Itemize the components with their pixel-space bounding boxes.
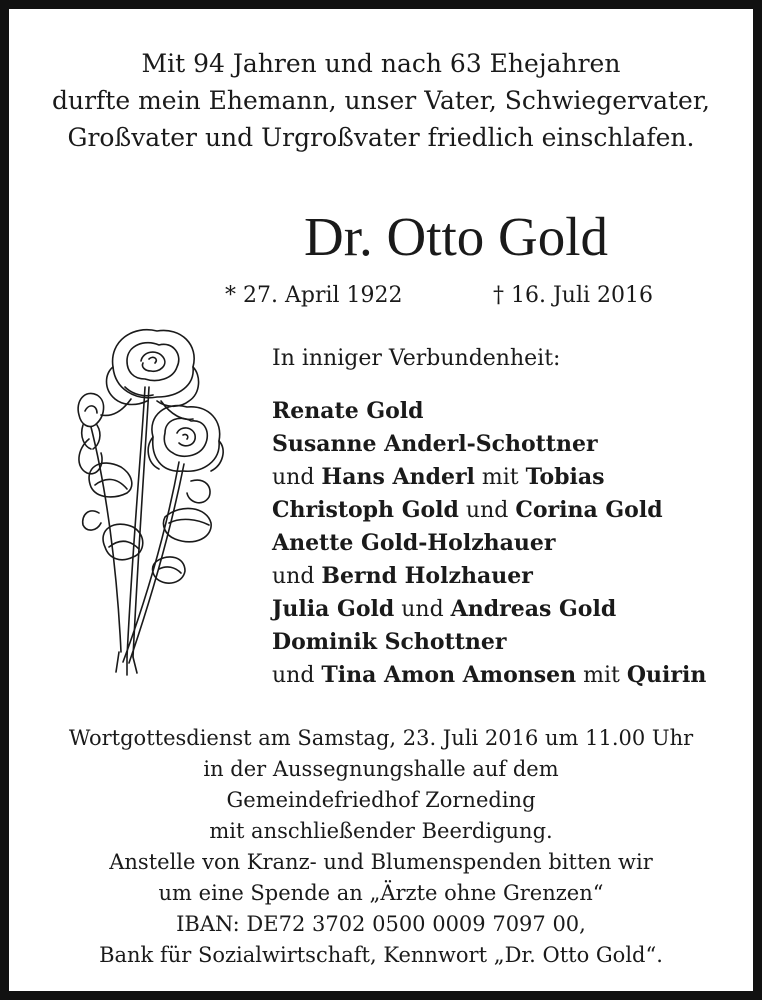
service-line: Wortgottesdienst am Samstag, 23. Juli 2016 um 11.00 Uhr [68, 726, 694, 750]
family-line [272, 626, 752, 659]
intro-line: Mit 94 Jahren und nach 63 Ehejahren [141, 49, 621, 78]
service-info [9, 723, 753, 971]
family-block [272, 343, 752, 692]
family-line [272, 494, 752, 527]
family-line [272, 593, 752, 626]
family-member-name: Quirin [626, 662, 707, 688]
family-list [272, 395, 752, 692]
death-date: † 16. Juli 2016 [493, 283, 654, 308]
family-member-name: Hans Anderl [321, 464, 475, 490]
family-connector: und [272, 564, 322, 589]
family-member-name: Corina Gold [515, 497, 663, 523]
donation-line: Anstelle von Kranz- und Blumenspenden bitten wir [109, 850, 653, 874]
family-connector: und [458, 498, 516, 523]
deceased-name: Dr. Otto Gold [303, 206, 609, 267]
family-member-name: Christoph Gold [272, 497, 459, 523]
bank-line: Bank für Sozialwirtschaft, Kennwort „Dr. Otto Gold“. [99, 943, 663, 967]
family-caption: In inniger Verbundenheit: [272, 346, 561, 371]
family-line [272, 428, 752, 461]
family-member-name: Susanne Anderl-Schottner [272, 431, 598, 457]
family-member-name: Andreas Gold [450, 596, 617, 622]
family-member-name: Tobias [525, 464, 605, 490]
iban-line: IBAN: DE72 3702 0500 0009 7097 00, [176, 912, 586, 936]
family-line [272, 395, 752, 428]
family-connector: und [394, 597, 451, 622]
intro-text [9, 45, 753, 156]
birth-date: * 27. April 1922 [225, 283, 403, 308]
roses-icon [61, 317, 233, 682]
family-connector: mit [474, 465, 526, 490]
intro-line: durfte mein Ehemann, unser Vater, Schwiegervater, [51, 86, 710, 115]
intro-line: Großvater und Urgroßvater friedlich einschlafen. [67, 123, 695, 152]
family-member-name: Anette Gold-Holzhauer [272, 530, 556, 556]
family-connector: mit [576, 663, 627, 688]
family-member-name: Dominik Schottner [272, 629, 507, 655]
family-line [272, 560, 752, 593]
service-line: Gemeindefriedhof Zorneding [226, 788, 536, 812]
family-member-name: Tina Amon Amonsen [321, 662, 577, 688]
family-member-name: Julia Gold [272, 596, 395, 622]
service-line: mit anschließender Beerdigung. [209, 819, 553, 843]
donation-line: um eine Spende an „Ärzte ohne Grenzen“ [158, 881, 604, 905]
family-member-name: Renate Gold [272, 398, 424, 424]
family-connector: und [272, 465, 322, 490]
family-line [272, 461, 752, 494]
family-connector: und [272, 663, 322, 688]
family-line [272, 527, 752, 560]
service-line: in der Aussegnungshalle auf dem [203, 757, 559, 781]
family-member-name: Bernd Holzhauer [321, 563, 533, 589]
family-line [272, 659, 752, 692]
